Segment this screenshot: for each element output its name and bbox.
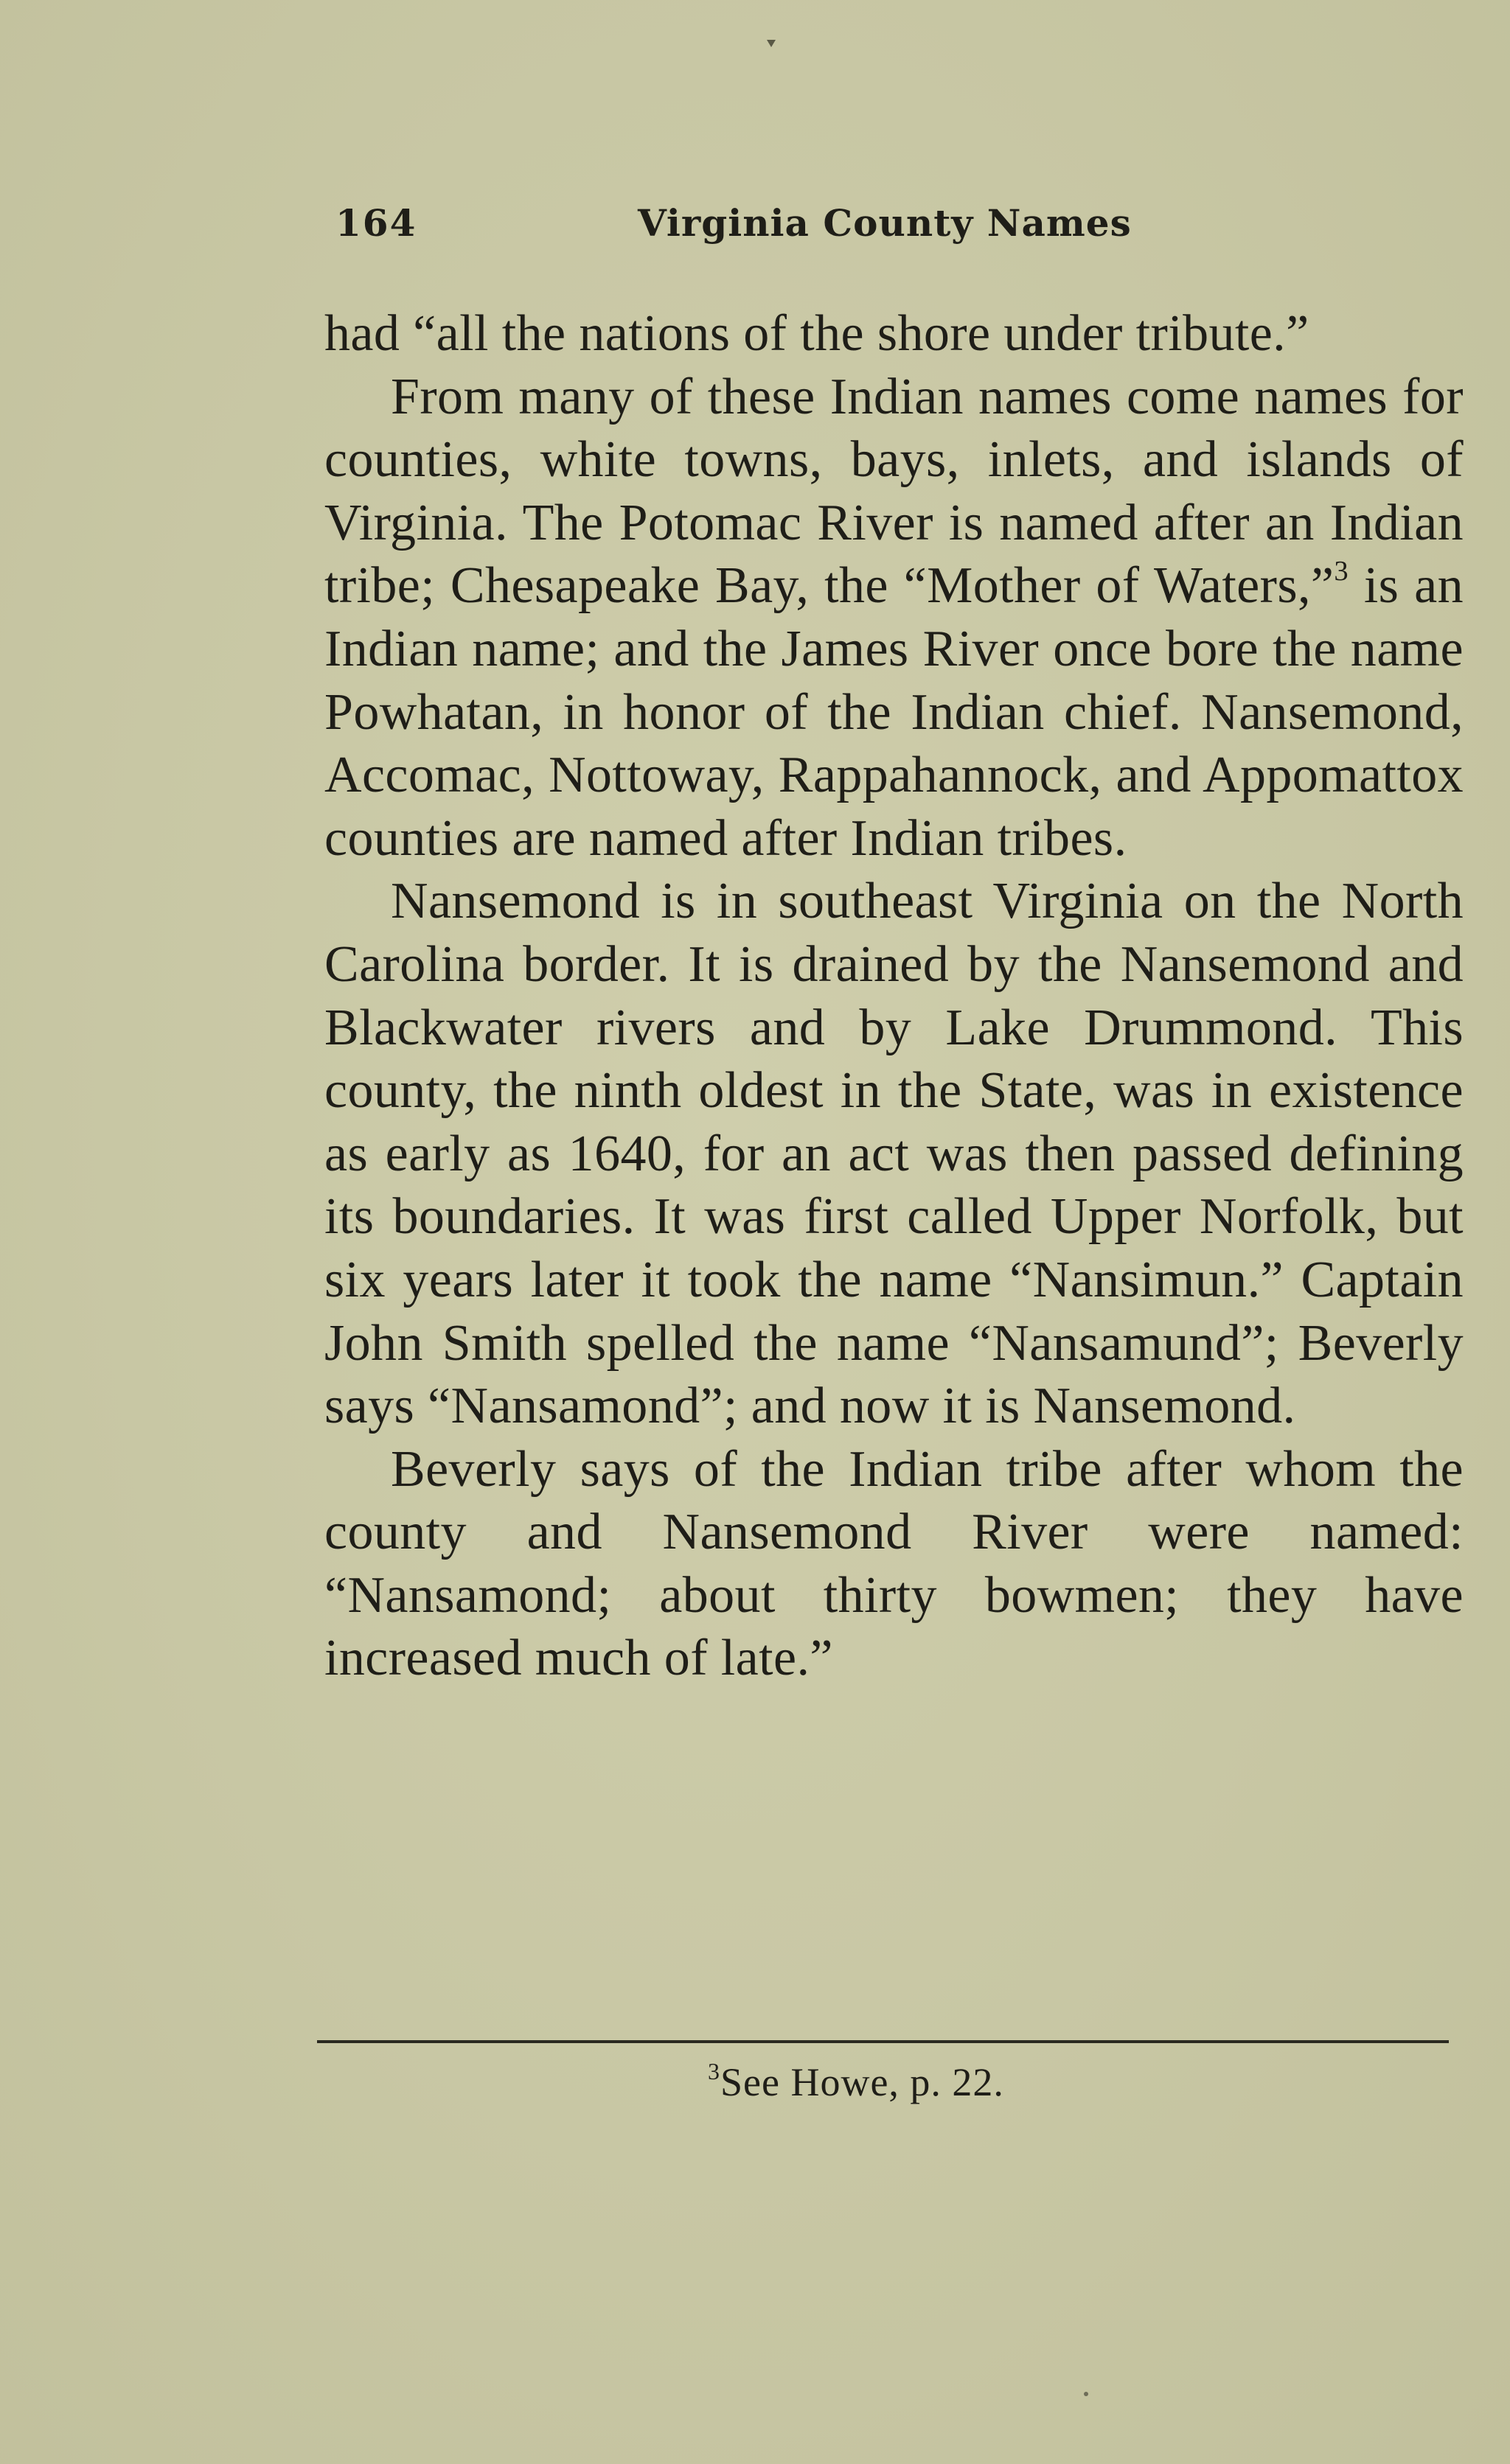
paragraph-indian-names-part-1: From many of these Indian names come names for counties, white towns, bays, inlets, and islands of Virginia. The Potomac River is named after an Indian tribe; Chesapeake Bay, the “Mother of Waters,” xyxy=(324,368,1464,615)
paragraph-continuation: had “all the nations of the shore under tribute.” xyxy=(324,305,1309,362)
paragraph-indian-names xyxy=(324,366,1464,870)
footnote xyxy=(708,2056,1004,2113)
footnote-reference: 3 xyxy=(1334,556,1349,587)
paragraph-indian-names-part-2: is an Indian name; and the James River once bore the name Powhatan, in honor of the Indian chief. Nansemond, Accomac, Nottoway, Rappahannock, and Appomattox counties are named after Indian tribes. xyxy=(324,557,1464,867)
paragraph-nansemond: Nansemond is in southeast Virginia on the North Carolina border. It is drained by the Nansemond and Blackwater rivers and by Lake Drummond. This county, the ninth oldest in the State, was in existence as early as 1640, for an act was then passed defining its boundaries. It was first called Upper Norfolk, but six years later it took the name “Nansimun.” Captain John Smith spelled the name “Nansamund”; Beverly says “Nansamond”; and now it is Nansemond. xyxy=(324,873,1464,1435)
scan-mark xyxy=(767,40,776,47)
running-title: Virginia County Names xyxy=(638,201,1132,245)
page-header xyxy=(335,198,1161,249)
footnote-marker: 3 xyxy=(708,2058,720,2084)
footnote-divider xyxy=(317,2040,1449,2043)
page-number: 164 xyxy=(335,201,417,245)
paper-speck xyxy=(1084,2392,1088,2396)
body-text xyxy=(324,302,1464,1690)
paragraph-beverly: Beverly says of the Indian tribe after whom the county and Nansemond River were named: “Nansamond; about thirty bowmen; they have increased much of late.” xyxy=(324,1440,1464,1687)
footnote-text: See Howe, p. 22. xyxy=(720,2060,1004,2104)
